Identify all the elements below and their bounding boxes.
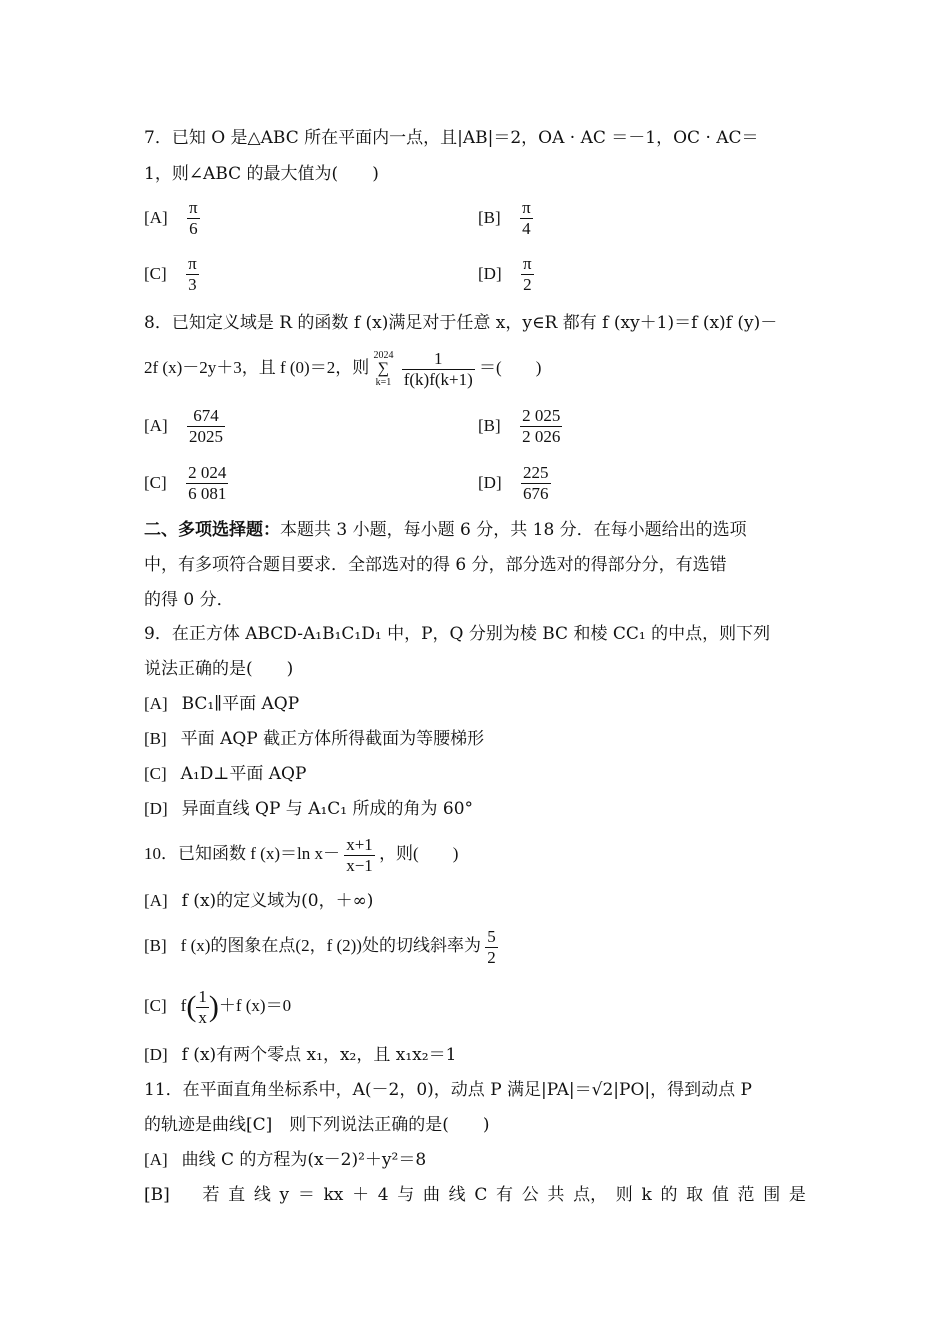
q8-stem-line2: 2f (x)－2y＋3，且 f (0)＝2，则 2024 ∑ k=1 $\frac{1}{f(k)f(k+1)}$ ＝( ) <box>144 348 542 389</box>
q11-option-b-word: 线 <box>448 1185 466 1205</box>
q8-stem-line1: 8．已知定义域是 R 的函数 f (x)满足对于任意 x，y∈R 都有 f (xy＋1)＝f (x)f (y)－ <box>144 313 778 333</box>
section2-line3: 的得 0 分． <box>144 590 234 610</box>
q9-stem-line1: 9．在正方体 ABCD-A₁B₁C₁D₁ 中，P，Q 分别为棱 BC 和棱 CC₁ 的中点，则下列 <box>144 624 771 644</box>
section2-heading: 二、多项选择题： <box>144 520 280 540</box>
q11-option-b-word: k <box>641 1185 652 1205</box>
q9-option-a: [A] BC₁∥平面 AQP <box>144 694 300 714</box>
section2-line1: 二、多项选择题：本题共 3 小题，每小题 6 分，共 18 分．在每小题给出的选项 <box>144 520 747 540</box>
q11-option-b-word: 线 <box>253 1185 271 1205</box>
q11-option-b-word: ＋ <box>352 1185 370 1205</box>
q10-option-c: [C] f( $\frac{1}{x}$ )＋f (x)＝0 <box>144 986 292 1027</box>
q8-option-d: [D] $\frac{225}{676}$ <box>478 463 549 503</box>
q7-option-b: [B] $\frac{\pi}{4}$ <box>478 198 531 238</box>
q11-option-b-justified: [B] 若 直 线 y ＝ kx ＋ 4 与 曲 线 C 有 公 共 点， 则 k 的 取 值 范 围 是 <box>144 1185 806 1205</box>
q10-stem: 10．已知函数 f (x)＝ln x－ $\frac{x+1}{x-1}$ ，则( ) <box>144 834 459 875</box>
q8-option-b: [B] $\frac{2 025}{2 026}$ <box>478 406 561 446</box>
q11-stem-line2: 的轨迹是曲线[C] 则下列说法正确的是( ) <box>144 1115 490 1135</box>
q11-option-b <box>144 1183 806 1207</box>
q8-option-a: [A] $\frac{674}{2025}$ <box>144 406 224 446</box>
q11-option-b-word: C <box>474 1185 488 1205</box>
summation-symbol: 2024 ∑ k=1 <box>373 350 394 389</box>
q11-option-b-word: y <box>279 1185 290 1205</box>
q11-option-b-word: 范 <box>737 1185 755 1205</box>
q11-option-b-word: 则 <box>615 1185 633 1205</box>
q11-option-b-word: 取 <box>686 1185 704 1205</box>
q7-option-a: [A] $\frac{\pi}{6}$ <box>144 198 198 238</box>
section2-line2: 中，有多项符合题目要求．全部选对的得 6 分，部分选对的得部分分，有选错 <box>144 555 727 575</box>
q9-stem-line2: 说法正确的是( ) <box>144 659 294 679</box>
q9-option-c: [C] A₁D⊥平面 AQP <box>144 764 307 784</box>
q11-option-b-word: 公 <box>521 1185 539 1205</box>
q11-option-b-word: 值 <box>711 1185 729 1205</box>
q7-stem-line1: 7．已知 O 是△ABC 所在平面内一点，且|AB|＝2，OA · AC ＝－1，OC · AC＝ <box>144 128 759 148</box>
q11-option-b-word: 围 <box>763 1185 781 1205</box>
q11-option-b-word: 4 <box>377 1185 389 1205</box>
q10-option-a: [A] f (x)的定义域为(0，＋∞) <box>144 891 374 911</box>
q11-option-b-word: ＝ <box>297 1185 315 1205</box>
q8-option-c: [C] $\frac{2 024}{6 081}$ <box>144 463 227 503</box>
q11-option-b-word: 与 <box>397 1185 415 1205</box>
q11-option-b-word: 直 <box>228 1185 246 1205</box>
q7-stem-line2: 1，则∠ABC 的最大值为( ) <box>144 164 379 184</box>
q11-option-b-word: 若 <box>202 1185 220 1205</box>
q11-option-b-word: 曲 <box>422 1185 440 1205</box>
q11-stem-line1: 11．在平面直角坐标系中，A(－2，0)，动点 P 满足|PA|＝√2|PO|，得到动点 P <box>144 1080 752 1100</box>
q7-option-c: [C] $\frac{\pi}{3}$ <box>144 254 197 294</box>
q11-option-b-word: 有 <box>496 1185 514 1205</box>
q11-option-b-word: kx <box>323 1185 344 1205</box>
q11-option-b-word: 点， <box>573 1185 608 1205</box>
q10-option-d: [D] f (x)有两个零点 x₁，x₂，且 x₁x₂＝1 <box>144 1045 457 1065</box>
q9-option-b: [B] 平面 AQP 截正方体所得截面为等腰梯形 <box>144 729 485 749</box>
q11-option-b-word: 的 <box>660 1185 678 1205</box>
q9-option-d: [D] 异面直线 QP 与 A₁C₁ 所成的角为 60° <box>144 799 474 819</box>
q7-option-d: [D] $\frac{\pi}{2}$ <box>478 254 532 294</box>
q11-option-b-word: 共 <box>547 1185 565 1205</box>
q11-option-b-word: 是 <box>788 1185 806 1205</box>
q10-option-b: [B] f (x)的图象在点(2，f (2))处的切线斜率为 $\frac{5}{2}$ <box>144 926 496 967</box>
q11-option-a: [A] 曲线 C 的方程为(x－2)²＋y²＝8 <box>144 1150 427 1170</box>
